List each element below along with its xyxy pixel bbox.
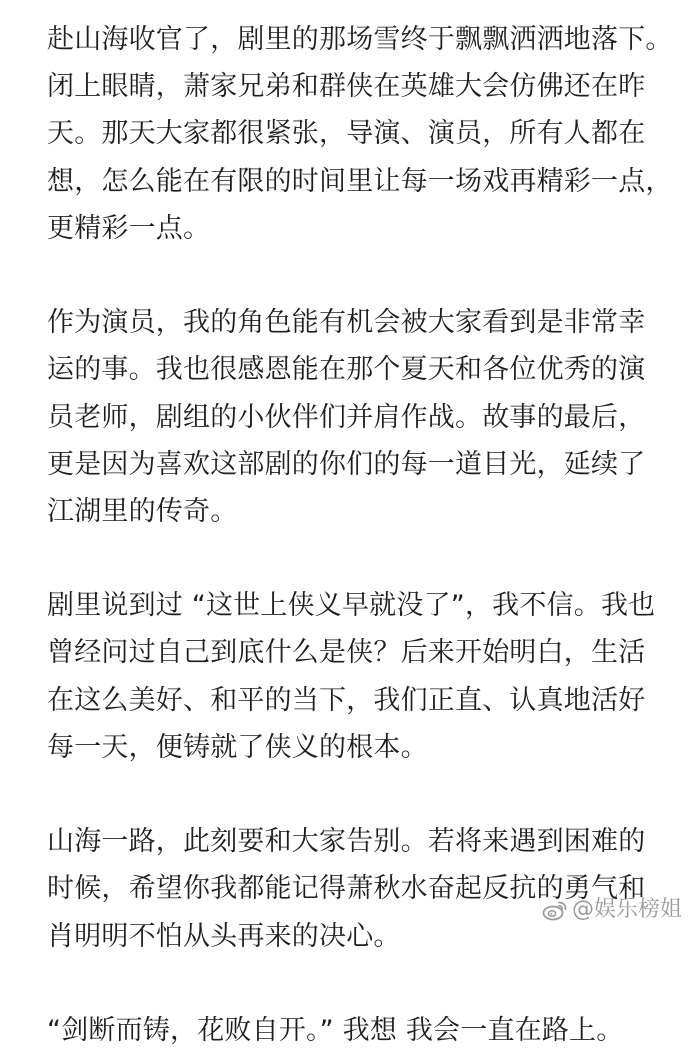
- text-line: “剑断而铸，花败自开。” 我想 我会一直在路上。: [47, 1014, 624, 1046]
- paragraph-3: [47, 582, 657, 771]
- paragraph-4: [47, 818, 657, 960]
- text-line: 每一天，便铸就了侠义的根本。: [47, 731, 428, 763]
- paragraph-gap: [47, 771, 657, 818]
- watermark-text: @娱乐榜姐: [571, 897, 682, 922]
- text-line: 员老师，剧组的小伙伴们并肩作战。故事的最后，: [47, 401, 646, 433]
- paragraph-gap: [47, 252, 657, 299]
- paragraph-1: [47, 16, 673, 252]
- text-line: 剧里说到过 “这世上侠义早就没了”，我不信。我也: [47, 590, 656, 622]
- text-line: 山海一路，此刻要和大家告别。若将来遇到困难的: [47, 826, 646, 858]
- paragraph-gap: [47, 960, 657, 1007]
- weibo-icon: [542, 899, 568, 921]
- text-line: 在这么美好、和平的当下，我们正直、认真地活好: [47, 684, 646, 716]
- text-line: 作为演员，我的角色能有机会被大家看到是非常幸: [47, 307, 646, 339]
- text-line: 赴山海收官了，剧里的那场雪终于飘飘洒洒地落下。: [47, 24, 673, 55]
- text-line: 更精彩一点。: [47, 212, 211, 244]
- text-line: 江湖里的传奇。: [47, 495, 238, 527]
- text-line: 想，怎么能在有限的时间里让每一场戏再精彩一点，: [47, 165, 673, 197]
- text-line: 时候，希望你我都能记得萧秋水奋起反抗的勇气和: [47, 873, 646, 905]
- text-line: 运的事。我也很感恩能在那个夏天和各位优秀的演: [47, 354, 646, 386]
- watermark: [542, 897, 682, 923]
- text-line: 闭上眼睛，萧家兄弟和群侠在英雄大会仿佛还在昨: [47, 71, 646, 103]
- paragraph-2: [47, 299, 657, 535]
- paragraph-5: [47, 1007, 657, 1054]
- text-line: 更是因为喜欢这部剧的你们的每一道目光，延续了: [47, 448, 646, 480]
- text-line: 曾经问过自己到底什么是侠？后来开始明白，生活: [47, 637, 646, 669]
- paragraph-gap: [47, 535, 657, 582]
- text-line: 肖明明不怕从头再来的决心。: [47, 920, 401, 952]
- text-line: 天。那天大家都很紧张，导演、演员，所有人都在: [47, 118, 646, 150]
